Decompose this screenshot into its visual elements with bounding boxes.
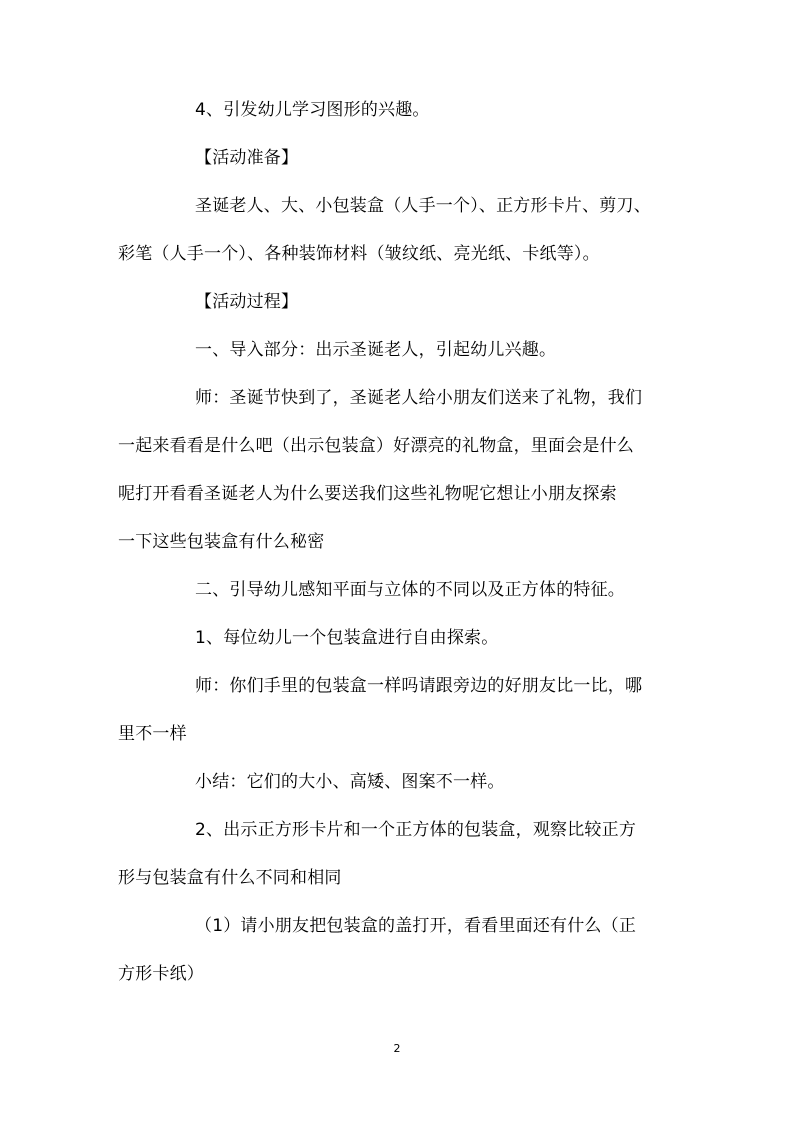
step-heading-guidance: 二、引导幼儿感知平面与立体的不同以及正方体的特征。 <box>195 580 625 600</box>
paragraph-substep-2-1-line-1: （1）请小朋友把包装盒的盖打开，看看里面还有什么（正 <box>195 916 637 936</box>
paragraph-teacher-question-line-1: 师：你们手里的包装盒一样吗请跟旁边的好朋友比一比，哪 <box>195 676 643 696</box>
paragraph-teacher-line-3: 呢打开看看圣诞老人为什么要送我们这些礼物呢它想让小朋友探索 <box>118 484 617 504</box>
paragraph-preparation-line-1: 圣诞老人、大、小包装盒（人手一个）、正方形卡片、剪刀、 <box>195 196 651 216</box>
paragraph-teacher-line-2: 一起来看看是什么吧（出示包装盒）好漂亮的礼物盒，里面会是什么 <box>118 436 634 456</box>
section-heading-process: 【活动过程】 <box>195 292 299 312</box>
paragraph-substep-2-line-2: 形与包装盒有什么不同和相同 <box>118 868 342 888</box>
paragraph-objective-4: 4、引发幼儿学习图形的兴趣。 <box>195 100 430 120</box>
page-number: 2 <box>393 1042 401 1055</box>
paragraph-summary: 小结：它们的大小、高矮、图案不一样。 <box>195 772 505 792</box>
paragraph-substep-2-1-line-2: 方形卡纸） <box>118 964 204 984</box>
paragraph-substep-2-line-1: 2、出示正方形卡片和一个正方体的包装盒，观察比较正方 <box>195 820 637 840</box>
paragraph-teacher-line-1: 师：圣诞节快到了，圣诞老人给小朋友们送来了礼物，我们 <box>195 388 643 408</box>
paragraph-teacher-line-4: 一下这些包装盒有什么秘密 <box>118 532 325 552</box>
step-heading-introduction: 一、导入部分：出示圣诞老人，引起幼儿兴趣。 <box>195 340 557 360</box>
paragraph-substep-1: 1、每位幼儿一个包装盒进行自由探索。 <box>195 628 499 648</box>
section-heading-preparation: 【活动准备】 <box>195 148 299 168</box>
paragraph-teacher-question-line-2: 里不一样 <box>118 724 187 744</box>
paragraph-preparation-line-2: 彩笔（人手一个）、各种装饰材料（皱纹纸、亮光纸、卡纸等）。 <box>118 244 600 264</box>
